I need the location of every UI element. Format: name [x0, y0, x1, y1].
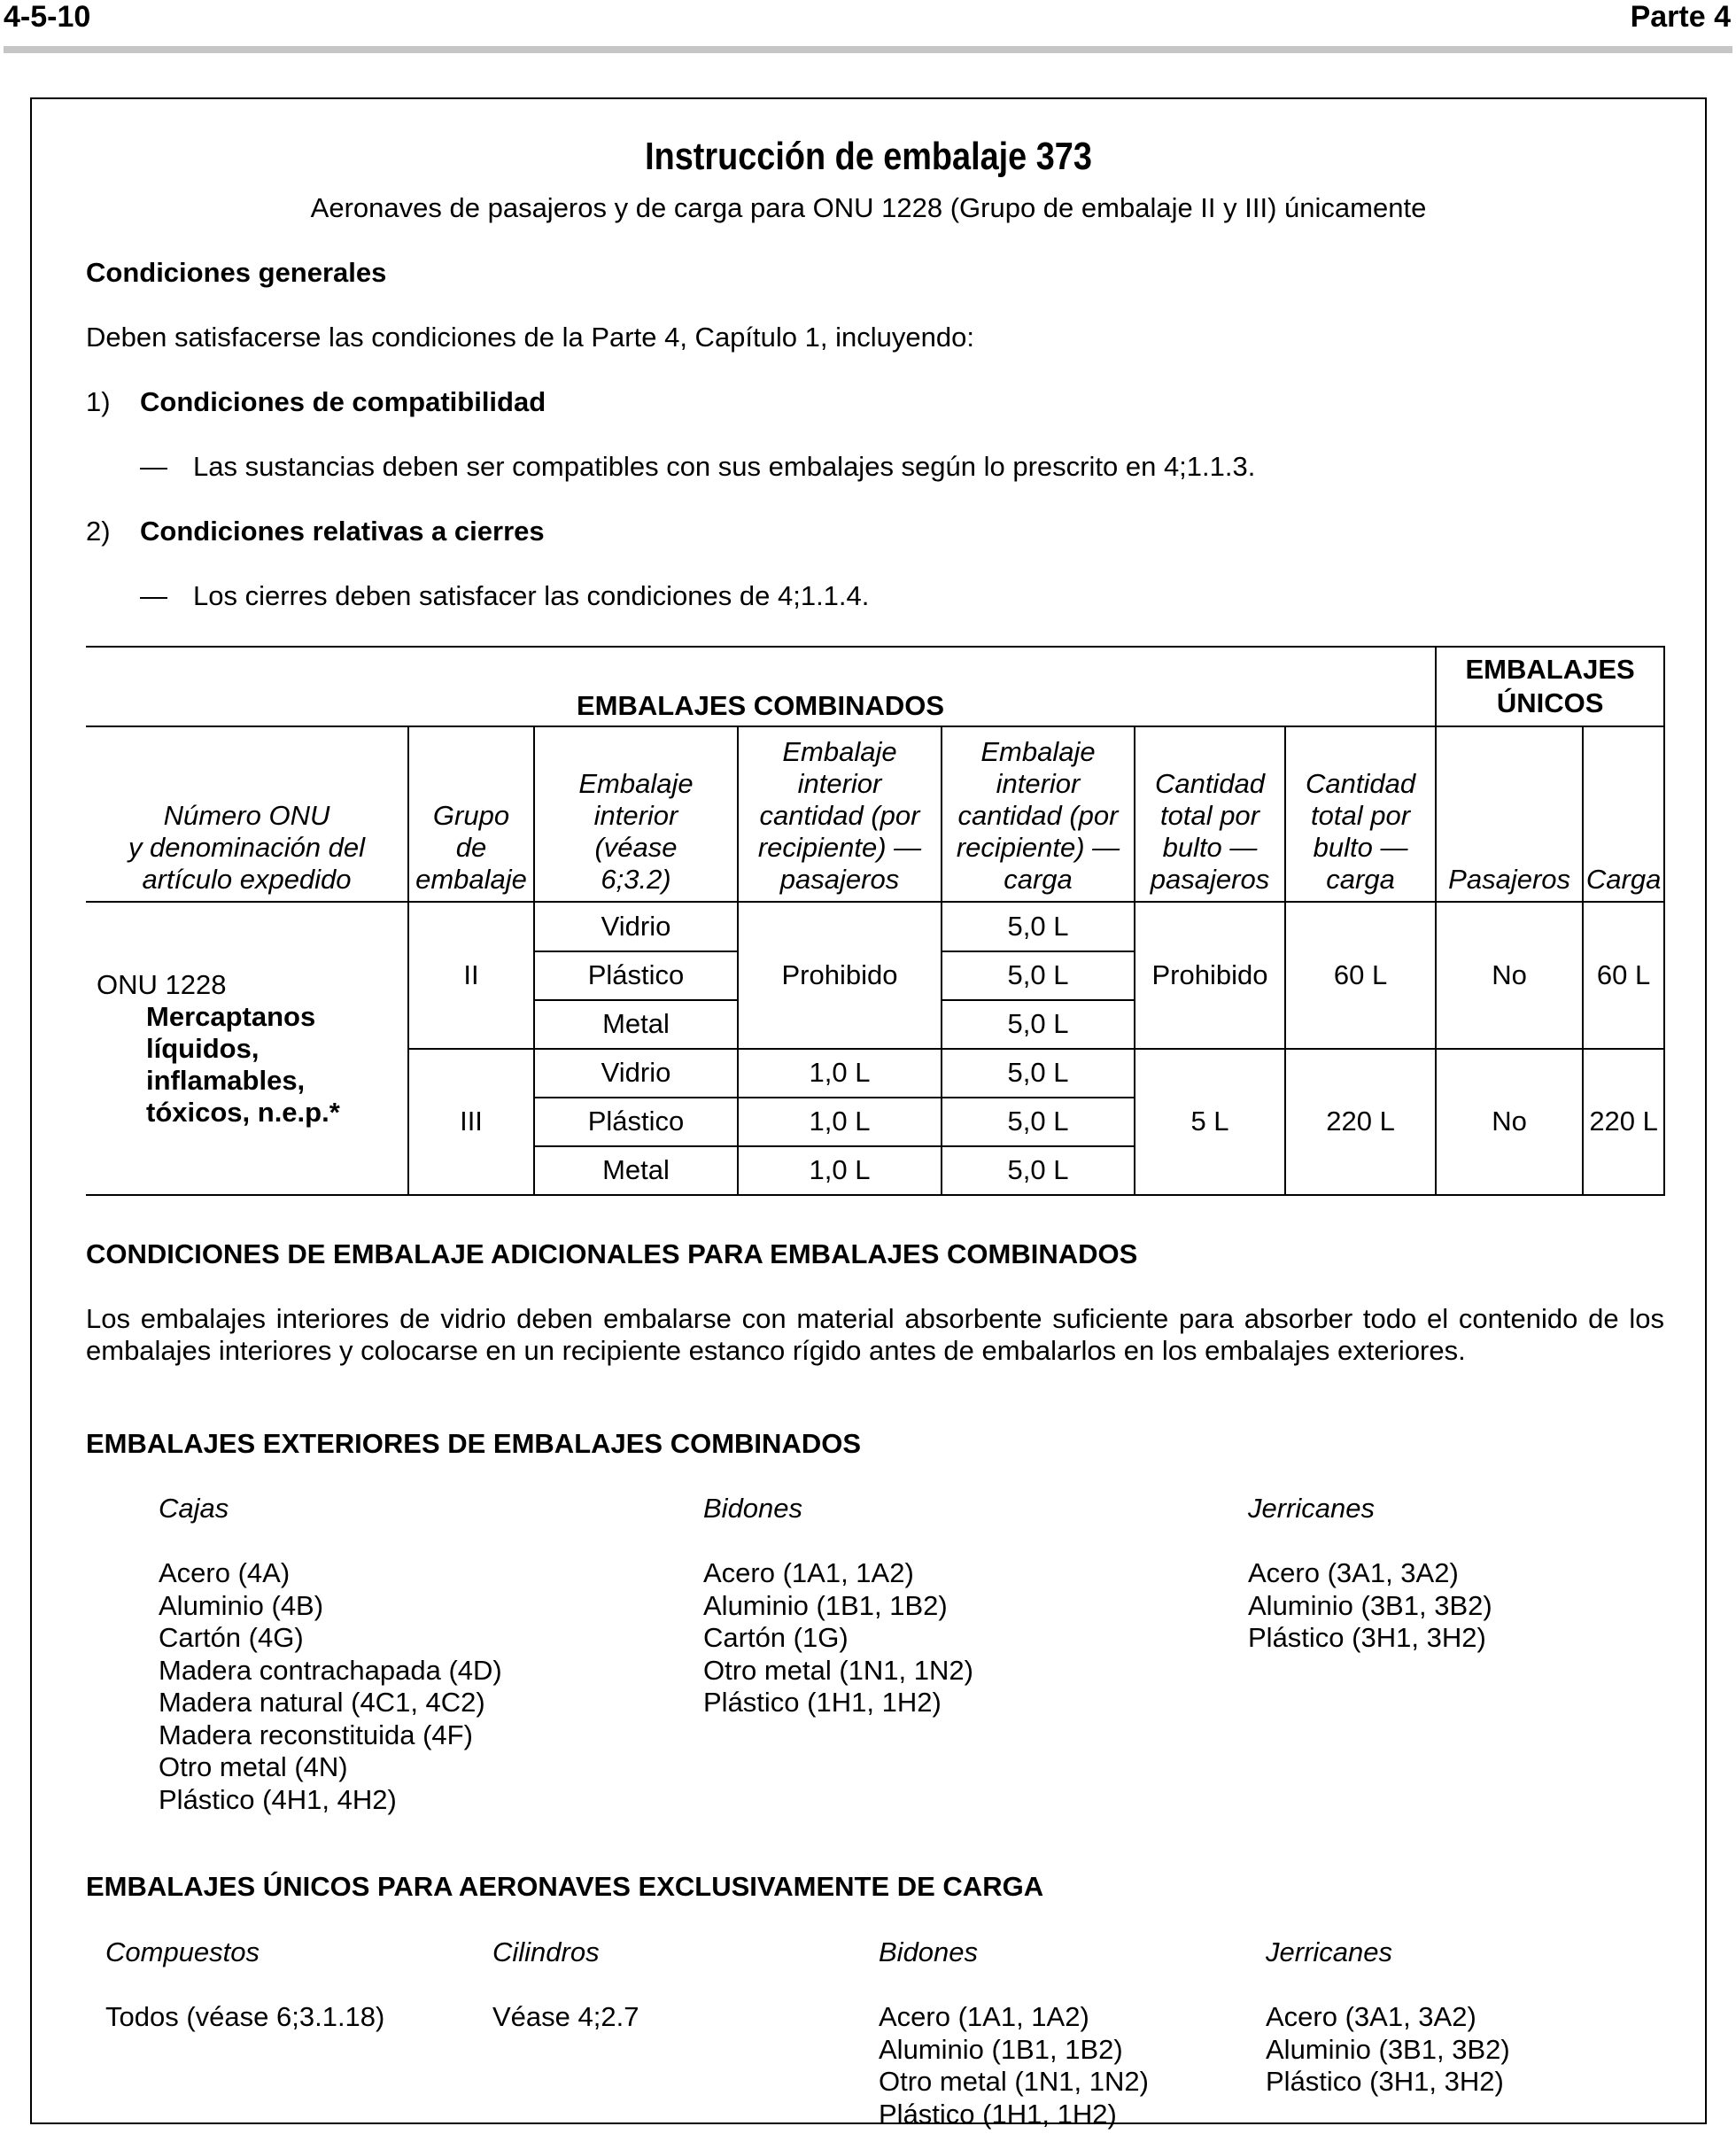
list-item: Todos (véase 6;3.1.18) [105, 2001, 385, 2032]
col-inner-packaging: Embalaje interior (véase 6;3.2) [534, 726, 738, 902]
item2-title: Condiciones relativas a cierres [140, 516, 545, 547]
packaging-table [86, 646, 1665, 1196]
single-passenger: No [1436, 1049, 1583, 1195]
list-item: Plástico (3H1, 3H2) [1248, 1622, 1486, 1653]
single-column-title: Compuestos [105, 1936, 260, 1967]
packing-group-3: III [408, 1049, 534, 1195]
item1-number: 1) [86, 386, 111, 417]
item2-number: 2) [86, 516, 111, 547]
list-item: Cartón (4G) [159, 1622, 304, 1653]
page-number: 4-5-10 [4, 0, 91, 34]
list-item: Otro metal (4N) [159, 1751, 348, 1782]
col-packing-group: Grupo de embalaje [408, 726, 534, 902]
inner-material: Vidrio [534, 1049, 738, 1098]
single-column-composites [105, 1936, 384, 2034]
general-intro: Deben satisfacerse las condiciones de la Parte 4, Capítulo 1, incluyendo: [86, 322, 974, 353]
single-column-title: Jerricanes [1266, 1936, 1392, 1967]
instruction-frame [30, 97, 1707, 2130]
general-heading: Condiciones generales [86, 257, 387, 288]
item1-title: Condiciones de compatibilidad [140, 386, 546, 417]
list-item: Aluminio (4B) [159, 1589, 324, 1621]
inner-qty-cargo: 5,0 L [942, 951, 1135, 1000]
outer-column-title: Jerricanes [1248, 1493, 1375, 1524]
inner-material: Plástico [534, 1098, 738, 1146]
item1-text: Las sustancias deben ser compatibles con sus embalajes según lo prescrito en 4;1.1.3. [193, 451, 1256, 482]
col-single-passenger: Pasajeros [1436, 726, 1583, 902]
list-item: Plástico (1H1, 1H2) [879, 2098, 1117, 2130]
list-item: Acero (4A) [159, 1557, 291, 1588]
header-rule [4, 46, 1732, 53]
list-item: Madera contrachapada (4D) [159, 1654, 502, 1686]
single-column-title: Bidones [879, 1936, 979, 1967]
list-item: Aluminio (3B1, 3B2) [1266, 2033, 1510, 2065]
list-item: Acero (1A1, 1A2) [703, 1557, 914, 1588]
item1-dash: — [140, 451, 167, 482]
table-header-top [86, 647, 1664, 726]
list-item: Aluminio (1B1, 1B2) [879, 2033, 1123, 2065]
outer-column-jerricans [1248, 1493, 1492, 1655]
list-item: Madera natural (4C1, 4C2) [159, 1687, 485, 1718]
inner-qty-passenger: 1,0 L [738, 1146, 942, 1195]
item2-text: Los cierres deben satisfacer las condiciones de 4;1.1.4. [193, 580, 870, 611]
outer-heading: EMBALAJES EXTERIORES DE EMBALAJES COMBINADOS [86, 1428, 861, 1459]
table-header-columns [86, 726, 1664, 902]
col-single-cargo: Carga [1583, 726, 1664, 902]
list-item: Véase 4;2.7 [492, 2001, 639, 2032]
combined-header: EMBALAJES COMBINADOS [86, 647, 1436, 726]
col-inner-qty-passenger: Embalaje interior cantidad (por recipiente) — pasajeros [738, 726, 942, 902]
article-cell [86, 902, 408, 1195]
inner-qty-cargo: 5,0 L [942, 1000, 1135, 1049]
inner-material: Metal [534, 1146, 738, 1195]
page-subtitle: Aeronaves de pasajeros y de carga para ONU 1228 (Grupo de embalaje II y III) únicamente [310, 192, 1427, 223]
article-name: Mercaptanos líquidos, inflamables, tóxicos, n.e.p.* [146, 1000, 340, 1128]
table-row [86, 902, 1664, 951]
outer-list-jerricans [1248, 1557, 1492, 1655]
inner-qty-passenger: Prohibido [738, 902, 942, 1048]
additional-text: Los embalajes interiores de vidrio deben embalarse con material absorbente suficiente para absorber todo el contenido de los embalajes interiores y colocarse en un recipiente estanco rígido antes de embalarlos en los embalajes exteriores. [86, 1303, 1664, 1366]
list-item: Acero (1A1, 1A2) [879, 2001, 1089, 2032]
single-column-drums [879, 1936, 1149, 2130]
page-title: Instrucción de embalaje 373 [645, 135, 1092, 178]
list-item: Otro metal (1N1, 1N2) [703, 1654, 973, 1686]
col-total-passenger: Cantidad total por bulto — pasajeros [1135, 726, 1285, 902]
outer-column-title: Cajas [159, 1493, 229, 1524]
single-heading: EMBALAJES ÚNICOS PARA AERONAVES EXCLUSIVAMENTE DE CARGA [86, 1871, 1044, 1902]
total-passenger: 5 L [1135, 1049, 1285, 1195]
inner-qty-cargo: 5,0 L [942, 1098, 1135, 1146]
inner-qty-cargo: 5,0 L [942, 1049, 1135, 1098]
inner-material: Vidrio [534, 902, 738, 951]
list-item: Cartón (1G) [703, 1622, 849, 1653]
single-cargo: 60 L [1583, 902, 1664, 1048]
list-item: Aluminio (1B1, 1B2) [703, 1589, 948, 1621]
additional-heading: CONDICIONES DE EMBALAJE ADICIONALES PARA EMBALAJES COMBINADOS [86, 1238, 1138, 1269]
col-un-number: Número ONU y denominación del artículo expedido [86, 726, 408, 902]
single-header: EMBALAJES ÚNICOS [1436, 647, 1664, 726]
inner-qty-cargo: 5,0 L [942, 1146, 1135, 1195]
list-item: Aluminio (3B1, 3B2) [1248, 1589, 1492, 1621]
un-number: ONU 1228 [97, 968, 227, 1000]
inner-material: Plástico [534, 951, 738, 1000]
inner-qty-passenger: 1,0 L [738, 1098, 942, 1146]
col-total-cargo: Cantidad total por bulto — carga [1285, 726, 1436, 902]
total-passenger: Prohibido [1135, 902, 1285, 1048]
list-item: Plástico (3H1, 3H2) [1266, 2066, 1504, 2097]
list-item: Acero (3A1, 3A2) [1248, 1557, 1459, 1588]
single-column-jerricans [1266, 1936, 1510, 2099]
packing-group-2: II [408, 902, 534, 1048]
list-item: Plástico (4H1, 4H2) [159, 1783, 397, 1815]
outer-column-title: Bidones [703, 1493, 803, 1524]
total-cargo: 220 L [1285, 1049, 1436, 1195]
col-inner-qty-cargo: Embalaje interior cantidad (por recipiente) — carga [942, 726, 1135, 902]
single-passenger: No [1436, 902, 1583, 1048]
inner-material: Metal [534, 1000, 738, 1049]
list-item: Otro metal (1N1, 1N2) [879, 2066, 1149, 2097]
item2-dash: — [140, 580, 167, 611]
list-item: Madera reconstituida (4F) [159, 1719, 473, 1750]
list-item: Plástico (1H1, 1H2) [703, 1687, 942, 1718]
list-item: Acero (3A1, 3A2) [1266, 2001, 1476, 2032]
page-header [0, 0, 1736, 35]
single-cargo: 220 L [1583, 1049, 1664, 1195]
outer-column-drums [703, 1493, 973, 1719]
inner-qty-cargo: 5,0 L [942, 902, 1135, 951]
outer-list-boxes [159, 1557, 502, 1816]
outer-column-boxes [159, 1493, 502, 1816]
single-column-title: Cilindros [492, 1936, 600, 1967]
single-column-cylinders [492, 1936, 639, 2034]
part-label: Parte 4 [1630, 0, 1731, 34]
outer-list-drums [703, 1557, 973, 1719]
inner-qty-passenger: 1,0 L [738, 1049, 942, 1098]
total-cargo: 60 L [1285, 902, 1436, 1048]
